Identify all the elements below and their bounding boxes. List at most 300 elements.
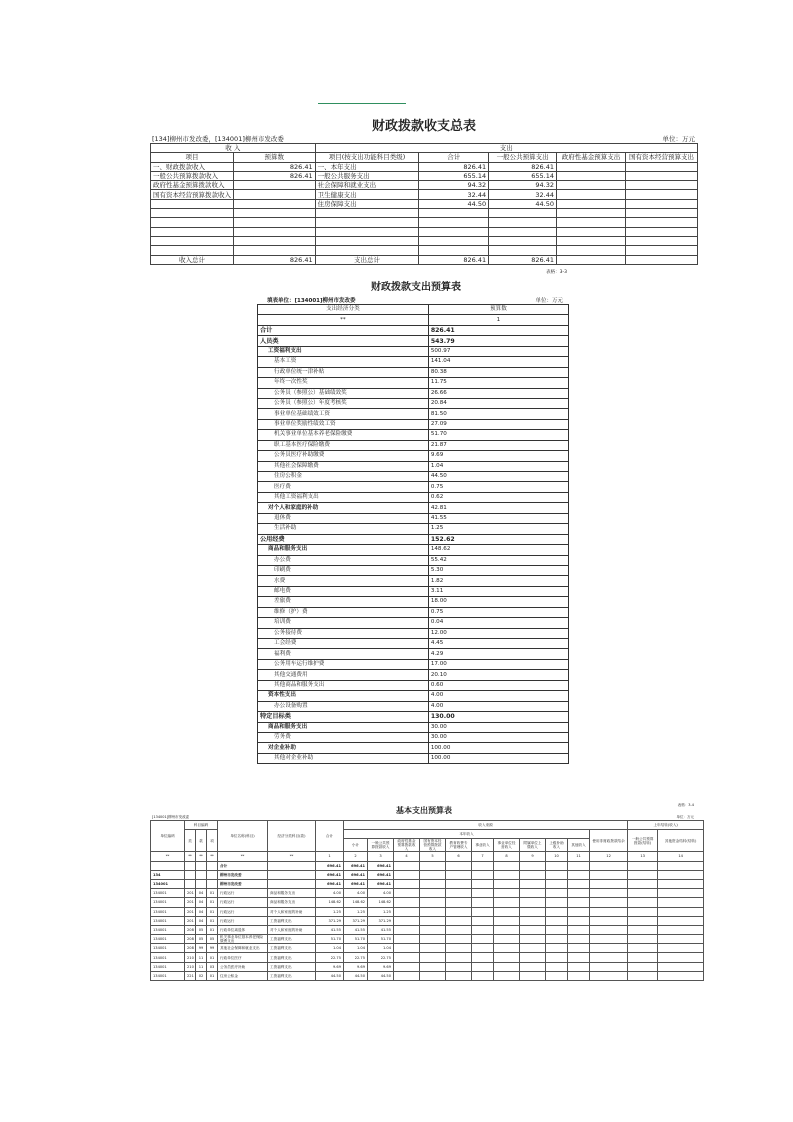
econ-class-name: 福利费	[258, 649, 429, 659]
table-row	[151, 935, 704, 944]
fiscal-summary-sheet	[150, 103, 698, 263]
empty-cell	[420, 925, 446, 934]
table-row	[151, 236, 698, 245]
empty-cell	[590, 898, 628, 907]
empty-cell	[494, 971, 520, 980]
col-econ: 经济分类科目(款)	[268, 821, 316, 852]
empty-cell	[494, 861, 520, 870]
empty-cell	[420, 935, 446, 944]
table-row	[258, 461, 569, 471]
expense-item	[315, 227, 419, 236]
row-small-total: 1.04	[344, 944, 368, 953]
empty-cell	[494, 907, 520, 916]
econ-class-name: 退休费	[258, 513, 429, 523]
table-row	[258, 732, 569, 742]
func-kind: 210	[185, 962, 196, 971]
expense-general: 94.32	[489, 181, 557, 190]
empty-cell	[590, 907, 628, 916]
expense-item	[315, 236, 419, 245]
basic-expense-sheet	[150, 797, 698, 1002]
empty-cell	[520, 925, 546, 934]
econ-class-name: 培训费	[258, 618, 429, 628]
table-row	[258, 524, 569, 534]
empty-cell	[472, 953, 494, 962]
func-item	[196, 870, 207, 879]
index-cell: 12	[590, 852, 628, 861]
econ-class-name: 公务员（参照公）基础绩效奖	[258, 388, 429, 398]
empty-cell	[394, 944, 420, 953]
empty-cell	[590, 861, 628, 870]
empty-cell	[472, 870, 494, 879]
col-edu: 教育收费专户管理收入	[446, 839, 472, 852]
income-item: 政府性基金预算拨款收入	[151, 181, 234, 190]
empty-cell	[628, 953, 658, 962]
empty-cell	[446, 953, 472, 962]
empty-cell	[420, 898, 446, 907]
econ-class-name: 资本性支出	[258, 691, 429, 701]
empty-cell	[568, 879, 590, 888]
expense-general	[489, 246, 557, 255]
table-row	[258, 712, 569, 722]
empty-cell	[590, 870, 628, 879]
unit-code: 134001	[151, 879, 185, 888]
table-row	[151, 199, 698, 208]
col-total: 合计	[419, 153, 489, 162]
row-general: 22.75	[368, 953, 394, 962]
table-row	[258, 680, 569, 690]
expense-gov-fund	[557, 236, 626, 245]
empty-cell	[546, 962, 568, 971]
expense-total: 826.41	[419, 162, 489, 171]
table-row	[258, 555, 569, 565]
fiscal-summary-unit-row	[150, 134, 698, 143]
budget-value: 100.00	[428, 743, 568, 753]
row-small-total: 44.50	[344, 971, 368, 980]
index-cell: 8	[494, 852, 520, 861]
empty-cell	[628, 962, 658, 971]
index-cell: **	[258, 315, 429, 325]
econ-class-name: 事业单位奖励性绩效工资	[258, 419, 429, 429]
econ-class-name: 合计	[258, 325, 429, 335]
empty-cell	[520, 935, 546, 944]
budget-value: 543.79	[428, 336, 568, 346]
expense-item: 一般公共服务支出	[315, 171, 419, 180]
income-item	[151, 199, 234, 208]
expense-gov-fund	[557, 199, 626, 208]
empty-cell	[546, 889, 568, 898]
func-kind: 208	[185, 935, 196, 944]
table-row	[258, 419, 569, 429]
table-row	[258, 670, 569, 680]
func-sub	[207, 870, 218, 879]
row-small-total: 371.29	[344, 916, 368, 925]
income-header: 收 入	[151, 144, 316, 153]
col-upper: 上级补助收入	[546, 839, 568, 852]
budget-value: 21.87	[428, 440, 568, 450]
func-sub: 01	[207, 971, 218, 980]
empty-cell	[494, 916, 520, 925]
expense-gov-fund	[557, 209, 626, 218]
expense-state-capital	[625, 199, 697, 208]
row-total: 1.04	[316, 944, 344, 953]
econ-class: 工资福利支出	[268, 916, 316, 925]
econ-class: 工资福利支出	[268, 971, 316, 980]
empty-cell	[590, 962, 628, 971]
budget-value: 1.25	[428, 524, 568, 534]
empty-cell	[546, 944, 568, 953]
income-item: 国有资本经营预算拨款收入	[151, 190, 234, 199]
expense-gov-fund	[557, 171, 626, 180]
budget-value: 55.42	[428, 555, 568, 565]
empty-cell	[494, 879, 520, 888]
expense-total-value: 826.41	[419, 255, 489, 264]
table-row	[258, 597, 569, 607]
col-gov-fund: 政府性基金预算支出	[557, 153, 626, 162]
income-item	[151, 209, 234, 218]
expense-general: 826.41	[489, 162, 557, 171]
row-small-total: 9.69	[344, 962, 368, 971]
budget-value: 42.81	[428, 503, 568, 513]
unit-name: 行政运行	[218, 916, 268, 925]
table-header-row	[151, 153, 698, 162]
empty-cell	[520, 953, 546, 962]
unit-code: 134001	[151, 925, 185, 934]
table-row	[258, 440, 569, 450]
empty-cell	[394, 898, 420, 907]
func-item: 02	[196, 971, 207, 980]
budget-value: 80.38	[428, 367, 568, 377]
empty-cell	[394, 861, 420, 870]
empty-cell	[546, 879, 568, 888]
empty-cell	[472, 889, 494, 898]
empty-cell	[568, 861, 590, 870]
row-total: 696.41	[316, 879, 344, 888]
econ-class-name: 商品和服务支出	[258, 722, 429, 732]
unit-code: 134001	[151, 907, 185, 916]
table-row	[258, 472, 569, 482]
row-general: 148.62	[368, 898, 394, 907]
econ-class-name: 对个人和家庭的补助	[258, 503, 429, 513]
econ-class-name: 差旅费	[258, 597, 429, 607]
unit-code: 134001	[151, 898, 185, 907]
econ-class: 工资福利支出	[268, 935, 316, 944]
table-row	[258, 628, 569, 638]
econ-class-name: 办公费	[258, 555, 429, 565]
col-unit-name: 单位名称(科目)	[218, 821, 268, 852]
col-small-total: 小计	[344, 839, 368, 852]
row-general: 1.25	[368, 907, 394, 916]
income-budget	[234, 209, 316, 218]
empty-cell	[420, 879, 446, 888]
table-row	[151, 953, 704, 962]
income-budget	[234, 236, 316, 245]
budget-value: 18.00	[428, 597, 568, 607]
empty-cell	[472, 916, 494, 925]
row-small-total: 4.00	[344, 889, 368, 898]
empty-cell	[494, 925, 520, 934]
table-row	[258, 753, 569, 763]
empty-cell	[658, 953, 704, 962]
empty-cell	[420, 870, 446, 879]
empty-cell	[628, 889, 658, 898]
econ-class-name: 医疗费	[258, 482, 429, 492]
func-item: 05	[196, 935, 207, 944]
unit-name: 行政运行	[218, 889, 268, 898]
col-income-source: 收入来源	[344, 821, 628, 830]
empty-cell	[394, 925, 420, 934]
econ-class-name: 公用经费	[258, 534, 429, 544]
row-total: 44.50	[316, 971, 344, 980]
income-item	[151, 236, 234, 245]
func-sub	[207, 879, 218, 888]
selection-marker	[318, 103, 406, 104]
empty-cell	[658, 971, 704, 980]
col-item: 款	[196, 830, 207, 852]
func-sub: 01	[207, 898, 218, 907]
budget-value: 30.00	[428, 722, 568, 732]
empty-cell	[472, 935, 494, 944]
empty-cell	[446, 971, 472, 980]
unit-name: 住房公积金	[218, 971, 268, 980]
table-row	[151, 925, 704, 934]
budget-value: 152.62	[428, 534, 568, 544]
table-row	[151, 944, 704, 953]
expense-general	[489, 236, 557, 245]
unit-code: 134001	[151, 916, 185, 925]
table-row	[258, 325, 569, 335]
empty-cell	[494, 935, 520, 944]
unit-code: 134001	[151, 971, 185, 980]
table-row	[151, 218, 698, 227]
func-kind: 201	[185, 889, 196, 898]
unit-name: 机关事业单位基本养老保险缴费支出	[218, 935, 268, 944]
col-fiscal-return: 使用非财政拨款结余	[590, 830, 628, 852]
index-cell: **	[185, 852, 196, 861]
empty-cell	[420, 916, 446, 925]
unit-name: 行政单位医疗	[218, 953, 268, 962]
empty-cell	[394, 962, 420, 971]
empty-cell	[394, 916, 420, 925]
empty-cell	[520, 907, 546, 916]
econ-class-name: 基本工资	[258, 357, 429, 367]
table-row	[258, 430, 569, 440]
unit-name: 合计	[218, 861, 268, 870]
func-kind: 201	[185, 907, 196, 916]
income-budget	[234, 227, 316, 236]
row-small-total: 696.41	[344, 870, 368, 879]
empty-cell	[394, 879, 420, 888]
econ-class-name: 工资福利支出	[258, 346, 429, 356]
table-row	[151, 907, 704, 916]
unit-org: [134001]柳州市发改委	[152, 815, 190, 819]
econ-class-name: 其他商品和服务支出	[258, 680, 429, 690]
expense-header: 支出	[315, 144, 697, 153]
table-header-row	[151, 144, 698, 153]
func-item	[196, 861, 207, 870]
empty-cell	[394, 889, 420, 898]
expense-general: 44.50	[489, 199, 557, 208]
table-header-row	[258, 305, 569, 315]
table-row	[151, 889, 704, 898]
col-item: 项目	[151, 153, 234, 162]
expense-total: 655.14	[419, 171, 489, 180]
table-row	[258, 357, 569, 367]
expense-total	[419, 227, 489, 236]
expense-item	[315, 209, 419, 218]
empty-cell	[590, 879, 628, 888]
budget-value: 130.00	[428, 712, 568, 722]
table-row	[258, 691, 569, 701]
table-row	[151, 227, 698, 236]
table-index-row	[258, 315, 569, 325]
table-row	[258, 701, 569, 711]
empty-cell	[420, 971, 446, 980]
expense-total: 32.44	[419, 190, 489, 199]
expense-state-capital	[625, 218, 697, 227]
empty-cell	[568, 971, 590, 980]
empty-cell	[520, 971, 546, 980]
col-kind: 类	[185, 830, 196, 852]
table-row	[151, 171, 698, 180]
unit-code	[151, 861, 185, 870]
col-exp-item: 项目(按支出功能科目类级)	[315, 153, 419, 162]
econ-class-name: 公务员医疗补助缴费	[258, 451, 429, 461]
income-budget	[234, 181, 316, 190]
empty-cell	[420, 861, 446, 870]
func-kind: 210	[185, 953, 196, 962]
budget-value: 20.10	[428, 670, 568, 680]
income-item	[151, 246, 234, 255]
table-row	[151, 870, 704, 879]
row-small-total: 148.62	[344, 898, 368, 907]
unit-label: 单位：万元	[676, 815, 694, 819]
func-sub: 01	[207, 907, 218, 916]
expense-state-capital	[625, 162, 697, 171]
row-total: 51.70	[316, 935, 344, 944]
empty-cell	[420, 889, 446, 898]
income-budget	[234, 246, 316, 255]
empty-cell	[446, 962, 472, 971]
empty-cell	[394, 907, 420, 916]
col-this-year: 本年收入	[344, 830, 590, 839]
econ-class	[268, 861, 316, 870]
econ-class-name: 劳务费	[258, 732, 429, 742]
func-item: 11	[196, 953, 207, 962]
expense-item	[315, 246, 419, 255]
index-cell: 10	[546, 852, 568, 861]
table-row	[258, 722, 569, 732]
func-kind: 208	[185, 944, 196, 953]
empty-cell	[420, 907, 446, 916]
row-small-total: 22.75	[344, 953, 368, 962]
budget-value: 148.62	[428, 545, 568, 555]
table-row	[258, 607, 569, 617]
empty-cell	[590, 953, 628, 962]
income-budget	[234, 199, 316, 208]
empty-cell	[520, 962, 546, 971]
empty-cell	[394, 971, 420, 980]
expense-state-capital	[625, 227, 697, 236]
table-row	[151, 861, 704, 870]
expense-state-capital	[625, 246, 697, 255]
expense-state-capital	[625, 181, 697, 190]
empty-cell	[568, 889, 590, 898]
row-small-total: 51.70	[344, 935, 368, 944]
expense-total	[419, 236, 489, 245]
budget-value: 12.00	[428, 628, 568, 638]
empty-cell	[568, 925, 590, 934]
budget-value: 30.00	[428, 732, 568, 742]
empty-cell	[568, 953, 590, 962]
budget-value: 26.66	[428, 388, 568, 398]
func-sub	[207, 861, 218, 870]
expense-total-label: 支出总计	[315, 255, 419, 264]
expense-total	[419, 218, 489, 227]
econ-class: 工资福利支出	[268, 953, 316, 962]
expense-item: 卫生健康支出	[315, 190, 419, 199]
econ-class-name: 工会经费	[258, 639, 429, 649]
index-cell: 4	[394, 852, 420, 861]
empty-cell	[446, 935, 472, 944]
expense-state-capital	[625, 209, 697, 218]
empty-cell	[658, 935, 704, 944]
unit-code: 134001	[151, 962, 185, 971]
table-row	[151, 879, 704, 888]
empty-cell	[658, 944, 704, 953]
expense-gov-fund	[557, 181, 626, 190]
budget-value: 3.11	[428, 586, 568, 596]
index-cell: **	[151, 852, 185, 861]
empty-cell	[590, 889, 628, 898]
table-row	[258, 503, 569, 513]
index-cell: 6	[446, 852, 472, 861]
col-prev-other: 其他资金结转(结转)	[658, 830, 704, 852]
empty-cell	[568, 935, 590, 944]
table-row	[258, 336, 569, 346]
empty-cell	[446, 861, 472, 870]
func-item	[196, 879, 207, 888]
table-row	[151, 181, 698, 190]
col-sub: 项	[207, 830, 218, 852]
budget-value: 51.70	[428, 430, 568, 440]
empty-cell	[590, 944, 628, 953]
empty-cell	[546, 971, 568, 980]
table-row	[258, 743, 569, 753]
unit-code: 134001	[151, 935, 185, 944]
empty-cell	[628, 879, 658, 888]
expense-state-capital	[625, 171, 697, 180]
income-budget: 826.41	[234, 162, 316, 171]
empty-cell	[446, 944, 472, 953]
index-cell: **	[268, 852, 316, 861]
expense-item: 一、本年支出	[315, 162, 419, 171]
empty-cell	[494, 870, 520, 879]
func-item: 05	[196, 925, 207, 934]
table-row	[258, 367, 569, 377]
unit-org: 填表单位：[134001]柳州市发改委	[267, 298, 356, 304]
budget-value: 1.82	[428, 576, 568, 586]
row-general: 696.41	[368, 861, 394, 870]
basic-expense-table	[150, 820, 704, 981]
econ-class-name: 行政单位统一津补贴	[258, 367, 429, 377]
unit-code: 134	[151, 870, 185, 879]
empty-cell	[472, 898, 494, 907]
budget-value: 4.00	[428, 701, 568, 711]
row-small-total: 696.41	[344, 861, 368, 870]
expense-general: 32.44	[489, 190, 557, 199]
empty-cell	[472, 944, 494, 953]
expense-general: 655.14	[489, 171, 557, 180]
